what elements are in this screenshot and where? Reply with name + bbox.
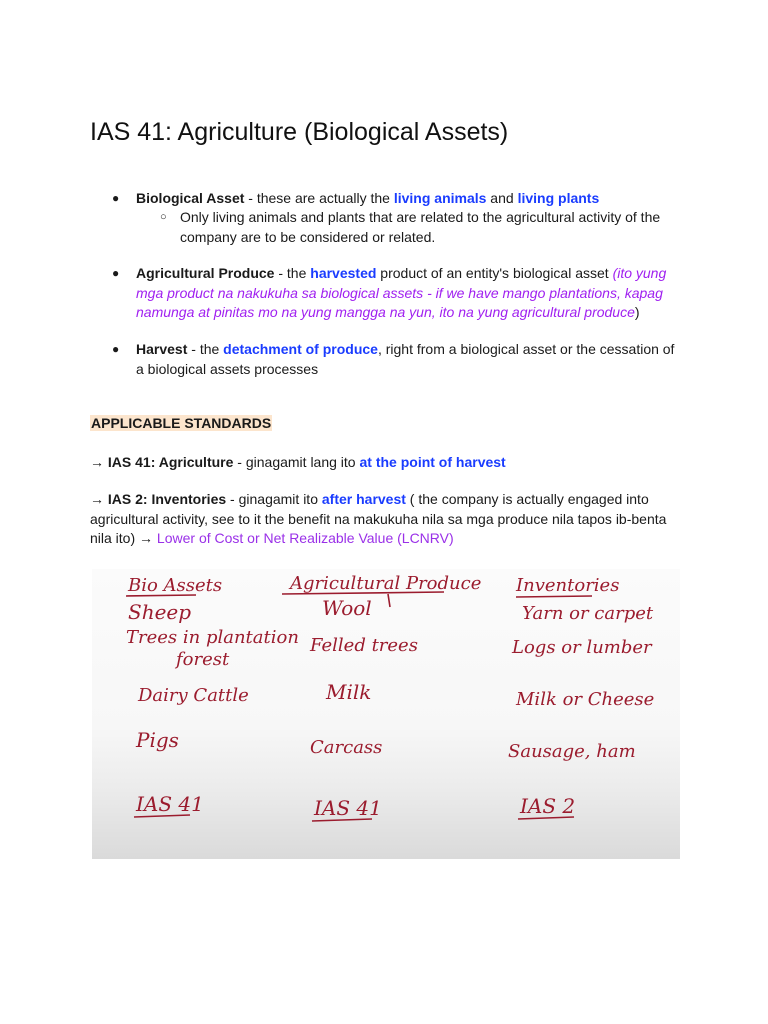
wb-dairy-cattle: Dairy Cattle	[138, 685, 249, 706]
sub-bullet-text: Only living animals and plants that are related to the agricultural activity of the company are to be considered or related.	[180, 209, 661, 245]
applicable-standards-heading: APPLICABLE STANDARDS	[91, 415, 272, 431]
term-harvest: Harvest	[136, 341, 188, 357]
text: - ginagamit lang ito	[233, 454, 360, 470]
wb-sausage-ham: Sausage, ham	[508, 741, 636, 762]
text: product of an entity's biological asset	[376, 265, 613, 281]
highlight-lcnrv: Lower of Cost or Net Realizable Value (LCNRV)	[156, 530, 454, 546]
term-biological-asset: Biological Asset	[136, 190, 245, 206]
wb-wool: Wool	[322, 596, 372, 620]
highlight-detachment: detachment of produce	[223, 341, 378, 357]
bullet-agricultural-produce	[136, 264, 676, 323]
wb-milk: Milk	[326, 680, 372, 704]
bullet-harvest	[136, 340, 686, 379]
bullet-dot: ●	[112, 342, 120, 356]
wb-carcass: Carcass	[310, 737, 383, 758]
wb-header-bio-assets: Bio Assets	[128, 575, 223, 596]
wb-header-inventories: Inventories	[516, 575, 620, 596]
whiteboard-drawing	[92, 569, 680, 859]
wb-milk-cheese: Milk or Cheese	[516, 689, 655, 710]
wb-pigs: Pigs	[136, 728, 179, 752]
ias2-label: IAS 2: Inventories	[107, 491, 227, 507]
wb-sheep: Sheep	[128, 600, 192, 624]
text: - ginagamit ito	[226, 491, 322, 507]
text: and	[486, 190, 518, 206]
page-title: IAS 41: Agriculture (Biological Assets)	[90, 118, 509, 146]
wb-felled-trees: Felled trees	[310, 635, 418, 656]
wb-ias41-col1: IAS 41	[136, 792, 204, 816]
highlight-after-harvest: after harvest	[321, 491, 406, 507]
text: - these are actually the	[244, 190, 394, 206]
bullet-dot: ●	[112, 266, 120, 280]
term-agricultural-produce: Agricultural Produce	[136, 265, 275, 281]
highlight-harvested: harvested	[310, 265, 377, 281]
wb-logs: Logs or lumber	[512, 637, 652, 658]
wb-yarn: Yarn or carpet	[522, 603, 654, 624]
arrow-icon: →	[139, 530, 154, 546]
text: - the	[274, 265, 311, 281]
wb-ias2: IAS 2	[520, 794, 576, 818]
standard-ias41	[90, 453, 690, 473]
wb-header-agri-produce: Agricultural Produce	[290, 573, 482, 594]
text: - the	[187, 341, 224, 357]
wb-trees-line2: forest	[176, 649, 230, 670]
tagalog-note: (ito yung mga product na nakukuha sa biological assets - if we have mango plantations, kapag namunga at pinitas mo na yung mangga na yun, ito na yung agricultural produce	[136, 265, 667, 320]
arrow-icon: →	[90, 454, 104, 470]
text: ( the company is actually engaged into agricultural activity, see to it the benefit na makukuha nila sa mga produce nila tapos ib-benta nila ito)	[90, 491, 667, 546]
ias41-label: IAS 41: Agriculture	[107, 454, 234, 470]
text: )	[634, 304, 640, 320]
whiteboard-image	[92, 569, 680, 859]
standard-ias2	[90, 490, 670, 549]
text: , right from a biological asset or the cessation of a biological assets processes	[136, 341, 675, 377]
arrow-icon: →	[90, 491, 104, 507]
highlight-living-plants: living plants	[517, 190, 600, 206]
highlight-point-of-harvest: at the point of harvest	[359, 454, 506, 470]
bullet-biological-asset	[136, 189, 696, 209]
section-heading	[90, 414, 690, 434]
highlight-living-animals: living animals	[393, 190, 487, 206]
sub-bullet-circle: ○	[160, 211, 167, 223]
wb-ias41-col2: IAS 41	[314, 796, 382, 820]
bullet-dot: ●	[112, 191, 120, 205]
wb-trees-line1: Trees in plantation	[126, 627, 299, 648]
